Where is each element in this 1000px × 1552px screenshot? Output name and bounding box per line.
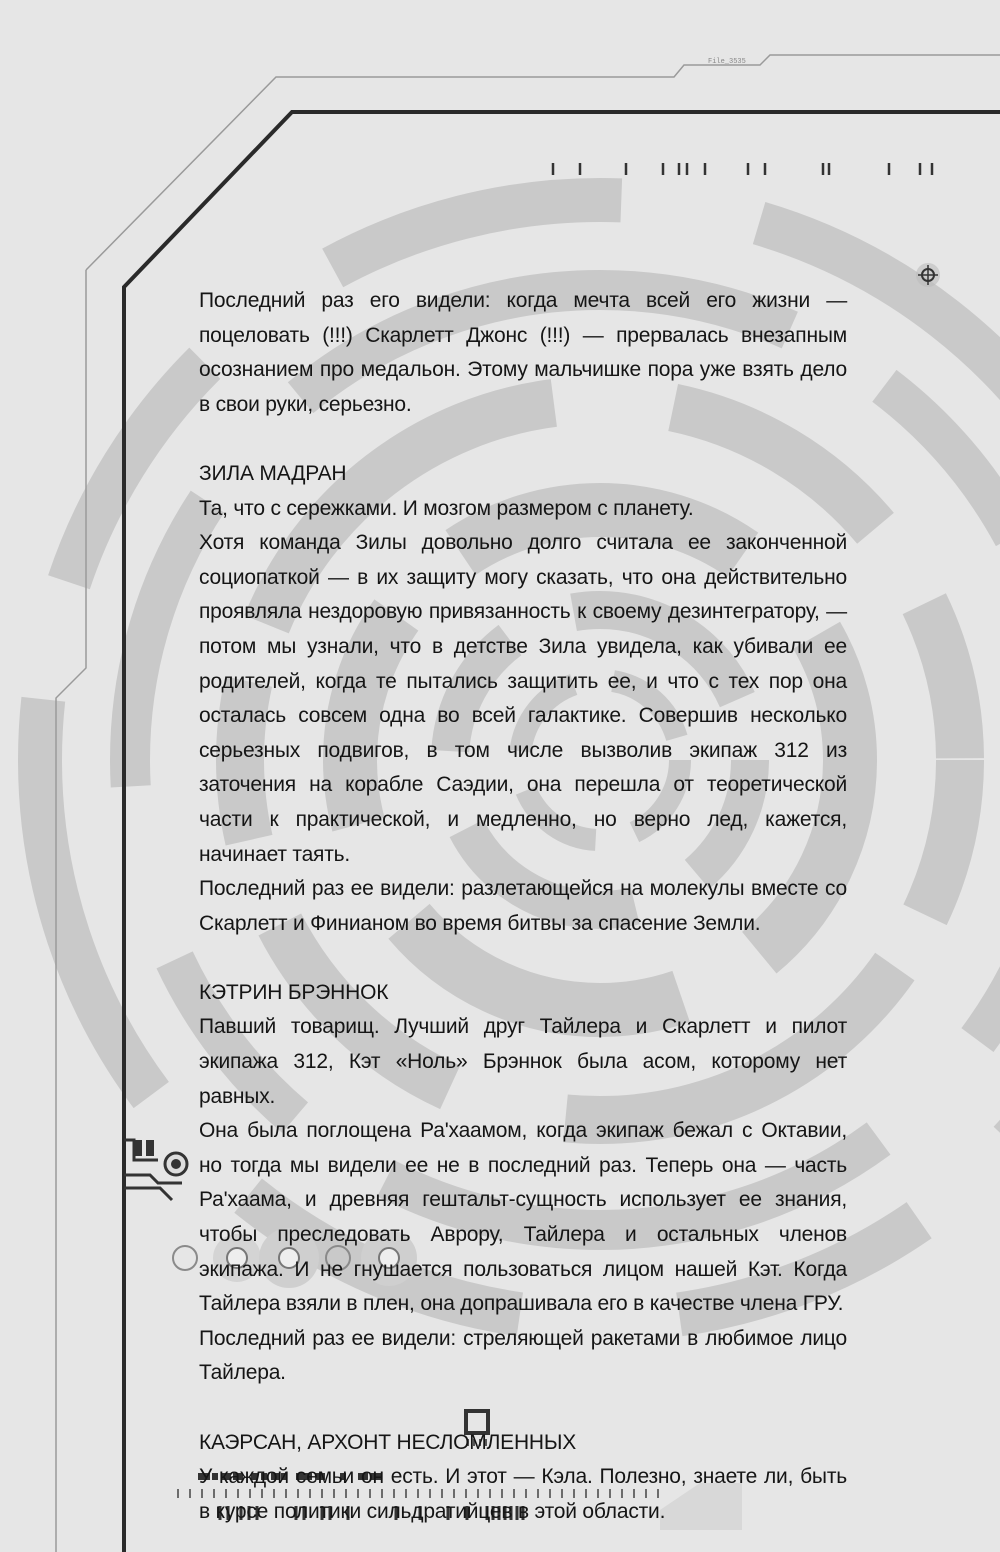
body-text	[199, 284, 847, 1529]
crosshair-icon	[916, 263, 940, 287]
paragraph: Хотя команда Зилы довольно долго считала ее законченной социопаткой — в их защиту могу сказать, что она действительно проявляла нездоровую привязанность к своему дезинтегратору, — потом мы узнали, что в детстве Зила увидела, как убивали ее родителей, когда те пытались защитить ее, и что с тех пор она осталась совсем одна во всей галактике. Совершив несколько серьезных подвигов, в том числе вызволив экипаж 312 из заточения на корабле Саэдии, она перешла от теоретической части к практической, и медленно, но верно лед, кажется, начинает таять.	[199, 531, 847, 866]
paragraph: У каждой семьи он есть. И этот — Кэла. Полезно, знаете ли, быть в курсе политики сильдратийцев в этой области.	[199, 1465, 847, 1523]
paragraph: Та, что с сережками. И мозгом размером с планету.	[199, 496, 694, 520]
outer-frame-line	[86, 55, 1000, 270]
hud-label: File_3535	[708, 58, 746, 66]
paragraph: Последний раз ее видели: стреляющей ракетами в любимое лицо Тайлера.	[199, 1326, 847, 1385]
top-tick-marks	[553, 163, 932, 175]
side-widget-icon	[124, 1140, 187, 1200]
paragraph: Последний раз ее видели: разлетающейся на молекулы вместе со Скарлетт и Финианом во время битвы за спасение Земли.	[199, 877, 847, 935]
paragraph-intro: Последний раз его видели: когда мечта всей его жизни — поцеловать (!!!) Скарлетт Джонс (!!!) — прервалась внезапным осознанием про медальон. Этому мальчишке пора уже взять дело в свои руки, серьезно.	[199, 289, 847, 416]
paragraph: Павший товарищ. Лучший друг Тайлера и Скарлетт и пилот экипажа 312, Кэт «Ноль» Брэннок была асом, которому нет равных.	[199, 1015, 847, 1108]
heading-kaersan: КАЭРСАН, АРХОНТ НЕСЛОМЛЕННЫХ	[199, 1430, 577, 1454]
heading-catherine: КЭТРИН БРЭННОК	[199, 980, 389, 1004]
paragraph: Она была поглощена Ра'хаамом, когда экипаж бежал с Октавии, но тогда мы видели ее не в последний раз. Теперь она — часть Ра'хаама, и древняя гештальт-сущность использует ее знания, чтобы преследовать Аврору, Тайлера и остальных членов экипажа. И не гнушается пользоваться лицом нашей Кэт. Когда Тайлера взяли в плен, она допрашивала его в качестве члена ГРУ.	[199, 1119, 847, 1316]
heading-zila: ЗИЛА МАДРАН	[199, 461, 347, 485]
